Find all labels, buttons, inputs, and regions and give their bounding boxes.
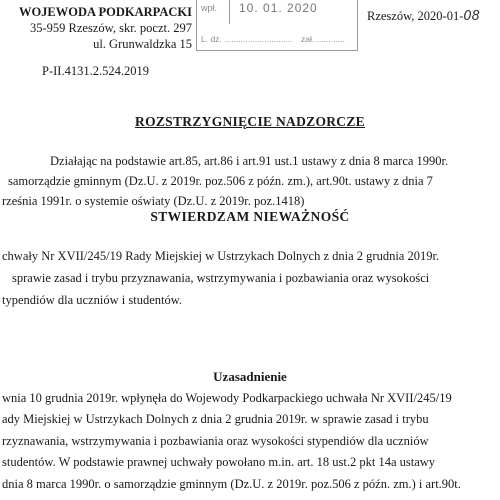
paragraph-line: studentów. W podstawie prawnej uchwały powołano m.in. art. 18 ust.2 pkt 14a ustawy: [2, 455, 436, 469]
paragraph-line: dnia 8 marca 1990r. o samorządzie gminnym (Dz.U. z 2019r. poz.506 z późn. zm.) i art.90t.: [2, 477, 461, 491]
paragraph-line: rześnia 1991r. o systemie oświaty (Dz.U. z 2019r. poz.1418): [2, 194, 305, 208]
stamp-divider: [229, 0, 230, 24]
stamp-label: wpł.: [201, 3, 218, 13]
paragraph-line: sprawie zasad i trybu przyznawania, wstrzymywania i pozbawiania oraz wysokości: [12, 271, 430, 285]
place-date: [367, 9, 480, 24]
sender-address-2: ul. Grunwaldzka 15: [93, 37, 192, 51]
sender-block: [0, 4, 192, 52]
stamp-date: 10. 01. 2020: [239, 1, 318, 15]
paragraph-line: typendiów dla uczniów i studentów.: [2, 293, 183, 307]
place-date-handwritten: 08: [463, 9, 480, 24]
paragraph-line: chwały Nr XVII/245/19 Rady Miejskiej w Ustrzykach Dolnych z dnia 2 grudnia 2019r.: [2, 249, 440, 263]
reference-number: P-II.4131.2.524.2019: [42, 64, 149, 78]
justification-heading: Uzasadnienie: [213, 369, 287, 384]
paragraph-line: wnia 10 grudnia 2019r. wpłynęła do Wojewody Podkarpackiego uchwała Nr XVII/245/19: [2, 391, 452, 405]
paragraph-line: ady Miejskiej w Ustrzykach Dolnych z dnia 2 grudnia 2019r. w sprawie zasad i trybu: [2, 412, 429, 426]
paragraph-line: Działając na podstawie art.85, art.86 i art.91 ust.1 ustawy z dnia 8 marca 1990r.: [50, 154, 449, 168]
decision-heading: STWIERDZAM NIEWAŻNOŚĆ: [150, 209, 350, 224]
received-stamp: [196, 0, 358, 51]
paragraph-line: samorządzie gminnym (Dz.U. z 2019r. poz.506 z późn. zm.), art.90t. ustawy z dnia 7: [8, 174, 433, 188]
document-title: ROZSTRZYGNIĘCIE NADZORCZE: [135, 114, 365, 129]
sender-address-1: 35-959 Rzeszów, skr. poczt. 297: [29, 21, 192, 35]
stamp-ldz: L. dz. .............................: [201, 34, 293, 44]
stamp-zal: zał. ............: [301, 34, 345, 44]
paragraph-line: rzyznawania, wstrzymywania i pozbawiania oraz wysokości stypendiów dla uczniów: [2, 434, 429, 448]
sender-org: WOJEWODA PODKARPACKI: [18, 5, 192, 19]
place-date-printed: Rzeszów, 2020-01-: [367, 9, 464, 23]
